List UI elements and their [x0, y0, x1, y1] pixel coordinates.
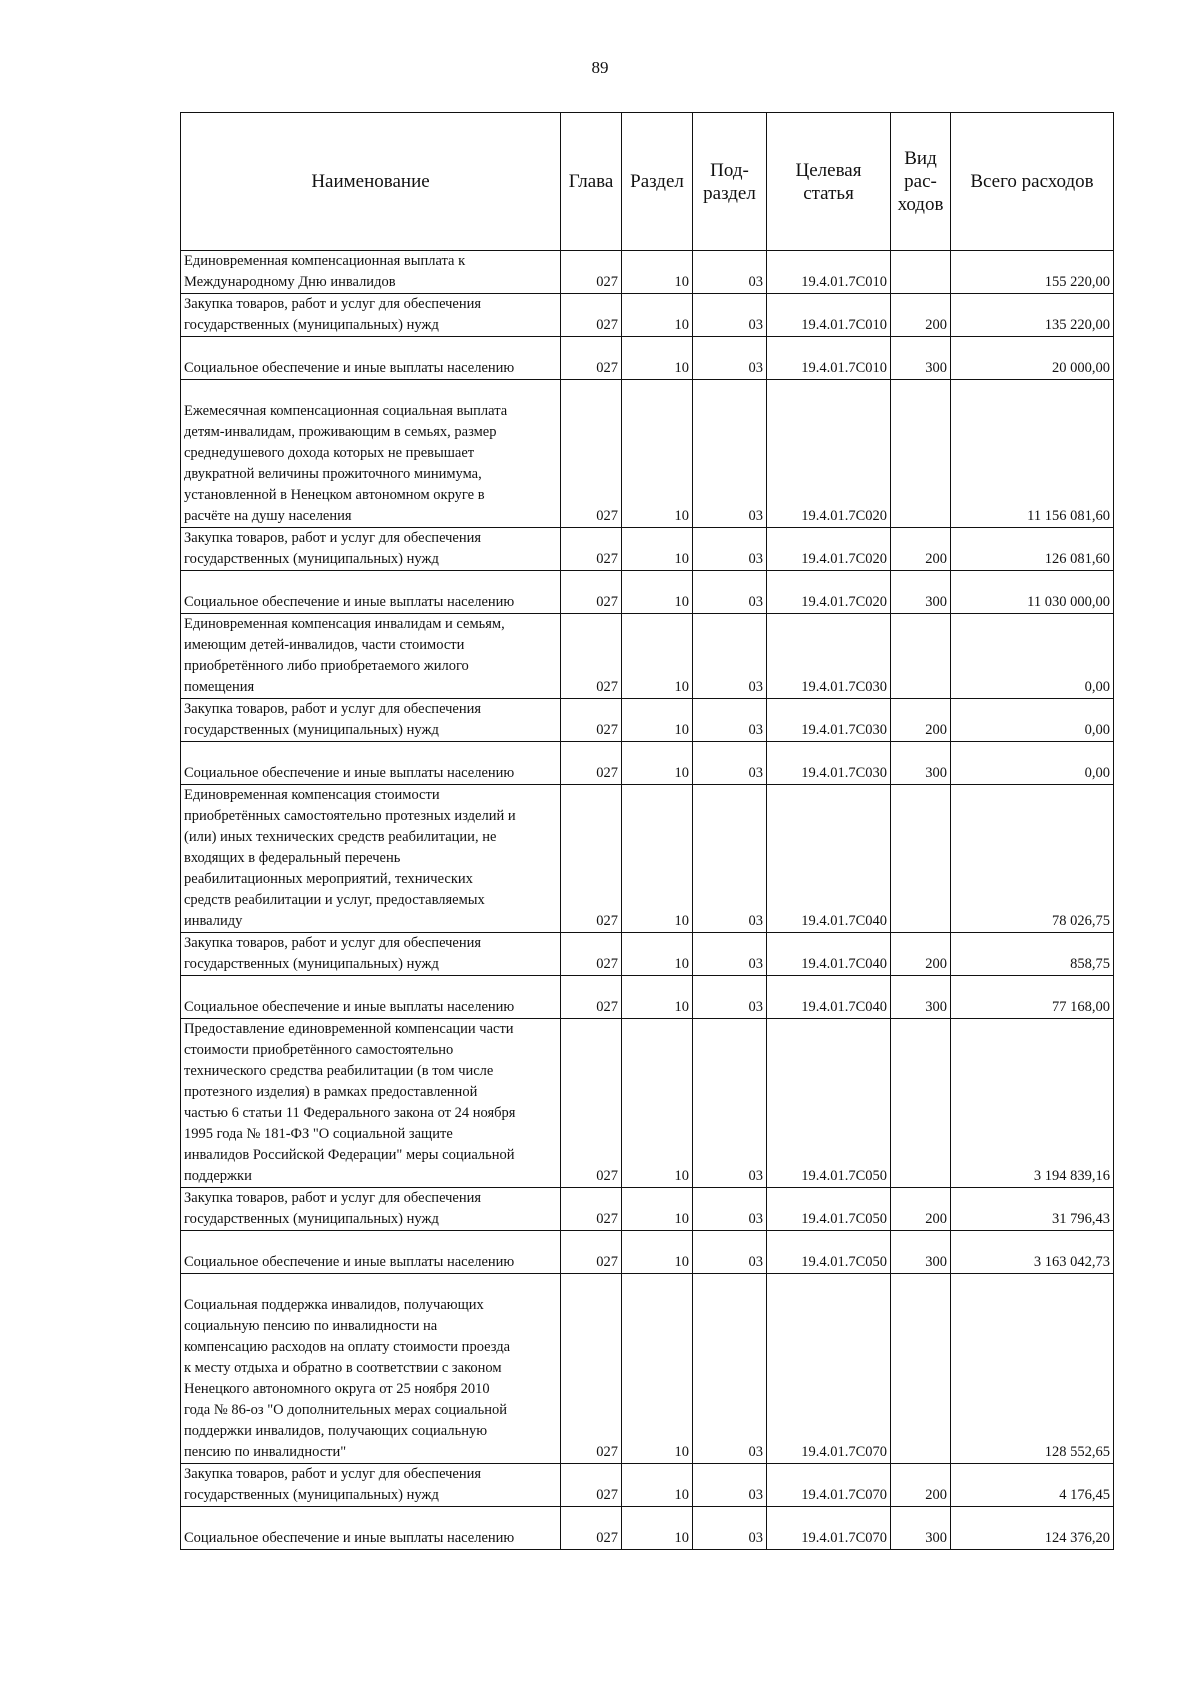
header-target-article: Целевая статья — [767, 113, 891, 251]
cell-subsection: 03 — [693, 251, 767, 294]
table-row — [181, 614, 1114, 699]
cell-name: Социальное обеспечение и иные выплаты населению — [181, 337, 561, 380]
table-row — [181, 251, 1114, 294]
table-row — [181, 528, 1114, 571]
cell-subsection: 03 — [693, 337, 767, 380]
cell-target-article: 19.4.01.7С030 — [767, 699, 891, 742]
header-name: Наименование — [181, 113, 561, 251]
cell-expense-type — [891, 614, 951, 699]
cell-section: 10 — [622, 1188, 693, 1231]
cell-name: Социальное обеспечение и иные выплаты населению — [181, 976, 561, 1019]
cell-chapter: 027 — [561, 742, 622, 785]
cell-chapter: 027 — [561, 337, 622, 380]
cell-section: 10 — [622, 337, 693, 380]
cell-name: Закупка товаров, работ и услуг для обеспечения государственных (муниципальных) нужд — [181, 528, 561, 571]
cell-target-article: 19.4.01.7С050 — [767, 1188, 891, 1231]
cell-chapter: 027 — [561, 251, 622, 294]
cell-total: 858,75 — [951, 933, 1114, 976]
cell-total: 4 176,45 — [951, 1464, 1114, 1507]
cell-name: Предоставление единовременной компенсации части стоимости приобретённого самостоятельно технического средства реабилитации (в том числе протезного изделия) в рамках предоставленной частью 6 статьи 11 Федерального закона от 24 ноября 1995 года № 181-ФЗ "О социальной защите инвалидов Российской Федерации" меры социальной поддержки — [181, 1019, 561, 1188]
cell-name: Единовременная компенсационная выплата к Международному Дню инвалидов — [181, 251, 561, 294]
table-row — [181, 1274, 1114, 1464]
table-row — [181, 699, 1114, 742]
cell-subsection: 03 — [693, 571, 767, 614]
cell-name: Ежемесячная компенсационная социальная выплата детям-инвалидам, проживающим в семьях, размер среднедушевого дохода которых не превышает двукратной величины прожиточного минимума, установленной в Ненецком автономном округе в расчёте на душу населения — [181, 380, 561, 528]
cell-expense-type: 300 — [891, 742, 951, 785]
cell-subsection: 03 — [693, 699, 767, 742]
cell-target-article: 19.4.01.7С050 — [767, 1231, 891, 1274]
cell-name: Социальное обеспечение и иные выплаты населению — [181, 1231, 561, 1274]
cell-chapter: 027 — [561, 785, 622, 933]
cell-name: Единовременная компенсация инвалидам и семьям, имеющим детей-инвалидов, части стоимости приобретённого либо приобретаемого жилого помещения — [181, 614, 561, 699]
cell-name: Закупка товаров, работ и услуг для обеспечения государственных (муниципальных) нужд — [181, 933, 561, 976]
cell-total: 0,00 — [951, 742, 1114, 785]
cell-expense-type: 300 — [891, 976, 951, 1019]
cell-chapter: 027 — [561, 933, 622, 976]
cell-chapter: 027 — [561, 294, 622, 337]
cell-section: 10 — [622, 742, 693, 785]
cell-section: 10 — [622, 251, 693, 294]
cell-subsection: 03 — [693, 1231, 767, 1274]
cell-target-article: 19.4.01.7С030 — [767, 742, 891, 785]
cell-section: 10 — [622, 1019, 693, 1188]
budget-table — [180, 112, 1114, 1550]
cell-total: 31 796,43 — [951, 1188, 1114, 1231]
cell-target-article: 19.4.01.7С010 — [767, 294, 891, 337]
header-subsection: Под- раздел — [693, 113, 767, 251]
cell-chapter: 027 — [561, 1231, 622, 1274]
cell-subsection: 03 — [693, 1188, 767, 1231]
cell-subsection: 03 — [693, 380, 767, 528]
cell-total: 126 081,60 — [951, 528, 1114, 571]
cell-expense-type: 200 — [891, 528, 951, 571]
cell-subsection: 03 — [693, 976, 767, 1019]
cell-section: 10 — [622, 699, 693, 742]
cell-name: Закупка товаров, работ и услуг для обеспечения государственных (муниципальных) нужд — [181, 1464, 561, 1507]
table-row — [181, 976, 1114, 1019]
cell-target-article: 19.4.01.7С020 — [767, 380, 891, 528]
cell-section: 10 — [622, 1274, 693, 1464]
cell-expense-type — [891, 1274, 951, 1464]
cell-target-article: 19.4.01.7С040 — [767, 785, 891, 933]
cell-name: Социальное обеспечение и иные выплаты населению — [181, 742, 561, 785]
cell-subsection: 03 — [693, 1019, 767, 1188]
table-row — [181, 337, 1114, 380]
table-row — [181, 1019, 1114, 1188]
cell-subsection: 03 — [693, 785, 767, 933]
cell-total: 128 552,65 — [951, 1274, 1114, 1464]
cell-chapter: 027 — [561, 976, 622, 1019]
cell-target-article: 19.4.01.7С070 — [767, 1464, 891, 1507]
cell-expense-type: 200 — [891, 1464, 951, 1507]
cell-expense-type — [891, 380, 951, 528]
header-section: Раздел — [622, 113, 693, 251]
cell-target-article: 19.4.01.7С040 — [767, 933, 891, 976]
table-row — [181, 785, 1114, 933]
cell-expense-type: 300 — [891, 571, 951, 614]
cell-total: 77 168,00 — [951, 976, 1114, 1019]
cell-chapter: 027 — [561, 1019, 622, 1188]
table-row — [181, 1507, 1114, 1550]
header-total: Всего расходов — [951, 113, 1114, 251]
cell-target-article: 19.4.01.7С070 — [767, 1507, 891, 1550]
cell-target-article: 19.4.01.7С010 — [767, 337, 891, 380]
cell-chapter: 027 — [561, 1464, 622, 1507]
cell-chapter: 027 — [561, 1507, 622, 1550]
cell-expense-type: 200 — [891, 699, 951, 742]
page-number: 89 — [591, 58, 609, 77]
cell-section: 10 — [622, 571, 693, 614]
cell-expense-type — [891, 251, 951, 294]
cell-subsection: 03 — [693, 742, 767, 785]
cell-chapter: 027 — [561, 1274, 622, 1464]
table-row — [181, 1464, 1114, 1507]
cell-subsection: 03 — [693, 1507, 767, 1550]
cell-total: 155 220,00 — [951, 251, 1114, 294]
cell-chapter: 027 — [561, 699, 622, 742]
cell-subsection: 03 — [693, 1274, 767, 1464]
cell-name: Единовременная компенсация стоимости приобретённых самостоятельно протезных изделий и (или) иных технических средств реабилитации, не входящих в федеральный перечень реабилитационных мероприятий, технических средств реабилитации и услуг, предоставляемых инвалиду — [181, 785, 561, 933]
cell-expense-type: 300 — [891, 337, 951, 380]
cell-name: Социальное обеспечение и иные выплаты населению — [181, 1507, 561, 1550]
cell-chapter: 027 — [561, 614, 622, 699]
cell-section: 10 — [622, 785, 693, 933]
cell-expense-type: 200 — [891, 1188, 951, 1231]
cell-total: 11 156 081,60 — [951, 380, 1114, 528]
cell-total: 20 000,00 — [951, 337, 1114, 380]
cell-expense-type: 300 — [891, 1507, 951, 1550]
cell-expense-type: 300 — [891, 1231, 951, 1274]
table-row — [181, 1188, 1114, 1231]
cell-name: Социальная поддержка инвалидов, получающих социальную пенсию по инвалидности на компенсацию расходов на оплату стоимости проезда к месту отдыха и обратно в соответствии с законом Ненецкого автономного округа от 25 ноября 2010 года № 86-оз "О дополнительных мерах социальной поддержки инвалидов, получающих социальную пенсию по инвалидности" — [181, 1274, 561, 1464]
cell-section: 10 — [622, 380, 693, 528]
cell-section: 10 — [622, 1464, 693, 1507]
cell-chapter: 027 — [561, 380, 622, 528]
cell-target-article: 19.4.01.7С010 — [767, 251, 891, 294]
header-chapter: Глава — [561, 113, 622, 251]
cell-total: 3 163 042,73 — [951, 1231, 1114, 1274]
table-row — [181, 1231, 1114, 1274]
cell-target-article: 19.4.01.7С030 — [767, 614, 891, 699]
cell-subsection: 03 — [693, 1464, 767, 1507]
cell-expense-type — [891, 785, 951, 933]
cell-subsection: 03 — [693, 614, 767, 699]
table-row — [181, 933, 1114, 976]
cell-name: Закупка товаров, работ и услуг для обеспечения государственных (муниципальных) нужд — [181, 1188, 561, 1231]
table-body — [181, 251, 1114, 1550]
cell-expense-type — [891, 1019, 951, 1188]
cell-chapter: 027 — [561, 1188, 622, 1231]
cell-total: 78 026,75 — [951, 785, 1114, 933]
cell-target-article: 19.4.01.7С070 — [767, 1274, 891, 1464]
cell-section: 10 — [622, 933, 693, 976]
cell-subsection: 03 — [693, 528, 767, 571]
table-header-row — [181, 113, 1114, 251]
cell-chapter: 027 — [561, 528, 622, 571]
cell-target-article: 19.4.01.7С050 — [767, 1019, 891, 1188]
cell-chapter: 027 — [561, 571, 622, 614]
cell-subsection: 03 — [693, 933, 767, 976]
header-expense-type: Вид рас- ходов — [891, 113, 951, 251]
cell-total: 3 194 839,16 — [951, 1019, 1114, 1188]
cell-total: 0,00 — [951, 699, 1114, 742]
cell-total: 135 220,00 — [951, 294, 1114, 337]
cell-section: 10 — [622, 294, 693, 337]
table-row — [181, 742, 1114, 785]
cell-target-article: 19.4.01.7С020 — [767, 571, 891, 614]
cell-total: 0,00 — [951, 614, 1114, 699]
cell-total: 11 030 000,00 — [951, 571, 1114, 614]
cell-section: 10 — [622, 614, 693, 699]
cell-total: 124 376,20 — [951, 1507, 1114, 1550]
cell-target-article: 19.4.01.7С040 — [767, 976, 891, 1019]
cell-section: 10 — [622, 976, 693, 1019]
cell-name: Закупка товаров, работ и услуг для обеспечения государственных (муниципальных) нужд — [181, 294, 561, 337]
table-row — [181, 571, 1114, 614]
cell-section: 10 — [622, 528, 693, 571]
cell-subsection: 03 — [693, 294, 767, 337]
cell-section: 10 — [622, 1507, 693, 1550]
cell-expense-type: 200 — [891, 294, 951, 337]
table-row — [181, 380, 1114, 528]
cell-name: Закупка товаров, работ и услуг для обеспечения государственных (муниципальных) нужд — [181, 699, 561, 742]
cell-target-article: 19.4.01.7С020 — [767, 528, 891, 571]
cell-expense-type: 200 — [891, 933, 951, 976]
cell-section: 10 — [622, 1231, 693, 1274]
table-row — [181, 294, 1114, 337]
cell-name: Социальное обеспечение и иные выплаты населению — [181, 571, 561, 614]
